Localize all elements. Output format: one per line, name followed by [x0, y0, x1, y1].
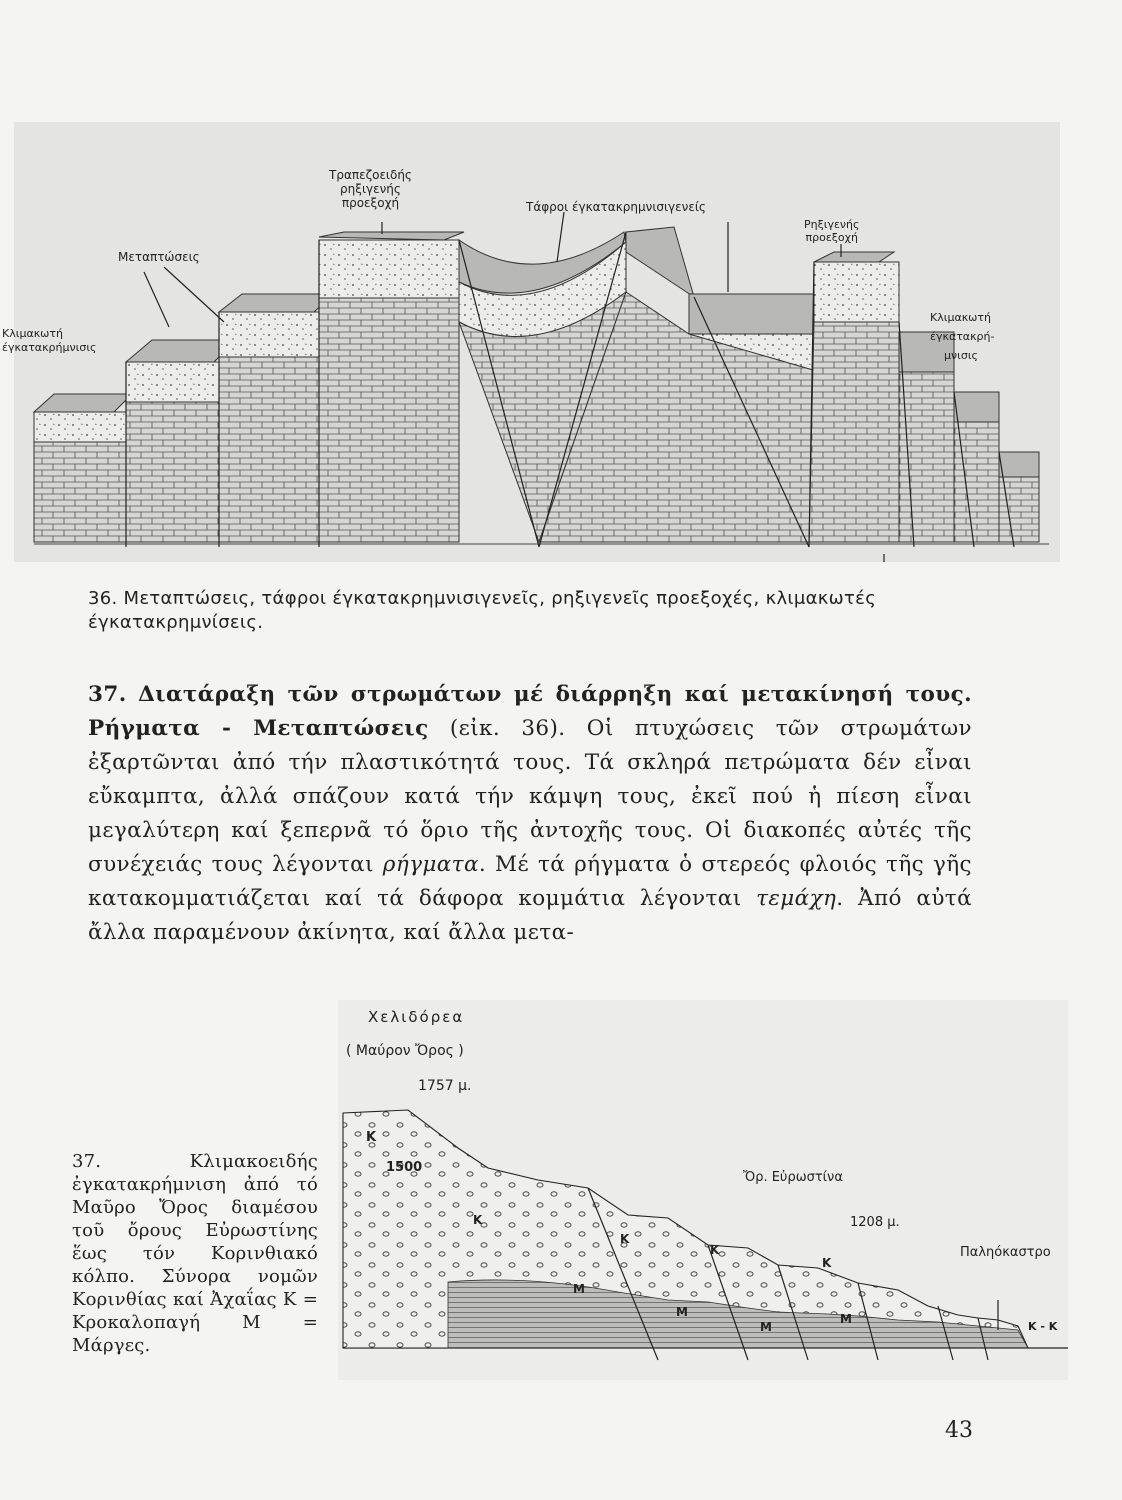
- label-line: έγκατακρή-: [930, 330, 995, 343]
- term-rigmata: ρήγματα: [382, 852, 479, 877]
- label-line: Τραπεζοειδής: [329, 168, 412, 182]
- label-fault-ridge: [804, 218, 860, 244]
- label-line: προεξοχή: [805, 231, 858, 244]
- label-line: Κλιμακωτή: [2, 327, 63, 340]
- label-line: μνισις: [944, 349, 979, 362]
- term-temachi: τεμάχη: [756, 886, 837, 911]
- label-step-left: [2, 327, 97, 355]
- body-text-2: . Μέ τά ρήγματα ὁ στερεός φλοιός τῆς γῆς κατακομματιάζεται καί τά δάφορα κομμάτια λέγονται: [88, 852, 972, 911]
- label-line: προεξοχή: [341, 196, 400, 210]
- page-number: 43: [945, 1418, 973, 1443]
- label-k: Κ: [822, 1256, 832, 1270]
- label-line: έγκατακρήμνισις: [2, 341, 97, 354]
- label-k-k: Κ - Κ: [1028, 1320, 1058, 1333]
- section-number: 37.: [88, 682, 127, 707]
- label-k: Κ: [710, 1243, 720, 1257]
- body-text-3: . Ἀπό αὐτά ἄλλα παραμένουν ἀκίνητα, καί ἄλλα μετα-: [88, 886, 972, 945]
- figure-37-caption: 37. Κλιμακοειδής ἐγκατακρήμνιση ἀπό τό Μαῦρο Ὄρος διαμέσου τοῦ ὄρους Εὐρωστίνης ἕως τόν Κορινθιακό κόλπο. Σύνορα νομῶν Κορινθίας καί Ἀχαΐας Κ = Κροκαλοπαγή Μ = Μάργες.: [72, 1151, 318, 1356]
- label-trapezoid-ridge: [329, 168, 412, 210]
- section-title: Διατάραξη τῶν στρωμάτων μέ διάρρηξη καί μετακίνησή τους.: [138, 682, 972, 707]
- label-line: Ρηξιγενής: [804, 218, 860, 231]
- label-mountain-alt: ( Μαύρον Ὄρος ): [346, 1043, 464, 1059]
- label-mountain: Χελιδόρεα: [368, 1008, 465, 1026]
- label-palaiokastro: Παληόκαστρο: [960, 1245, 1051, 1260]
- body-text-1: (εἰκ. 36). Οἱ πτυχώσεις τῶν στρωμάτων ἐξαρτῶνται ἀπό τήν πλαστικότητά τους. Τά σκληρά πετρώματα δέν εἶναι εὔκαμπτα, ἀλλά σπάζουν κατά τήν κάμψη τους, ἐκεῖ πού ἡ πίεση εἶναι μεγαλύτερη καί ξεπερνᾶ τό ὅριο τῆς ἀντοχῆς τους. Οἱ διακοπές αὐτές τῆς συνέχειάς τους λέγονται: [88, 716, 972, 877]
- label-line: ρηξιγενής: [340, 182, 401, 196]
- trapezoid-horst: [319, 232, 464, 542]
- label-elevation-1757: 1757 μ.: [418, 1078, 472, 1094]
- label-rift-valleys: Τάφροι έγκατακρημνισιγενείς: [526, 200, 706, 214]
- label-k: Κ: [620, 1232, 630, 1246]
- section-subtitle: Ρήγματα - Μεταπτώσεις: [88, 716, 429, 741]
- label-k: Κ: [366, 1130, 377, 1145]
- label-m: Μ: [573, 1282, 585, 1296]
- label-elevation-1500: 1500: [386, 1160, 423, 1175]
- label-elevation-1208: 1208 μ.: [850, 1215, 900, 1230]
- figure-36-caption: 36. Μεταπτώσεις, τάφροι έγκατακρημνισιγενεῖς, ρηξιγενεῖς προεξοχές, κλιμακωτές έγκατακρημνίσεις.: [88, 588, 877, 633]
- label-line: Κλιμακωτή: [930, 311, 991, 324]
- label-evrostina: Ὄρ. Εὐρωστίνα: [743, 1170, 843, 1185]
- label-m: Μ: [676, 1305, 688, 1319]
- label-m: Μ: [840, 1312, 852, 1326]
- label-k: Κ: [473, 1213, 483, 1227]
- label-step-right: [930, 308, 994, 365]
- label-faults: Μεταπτώσεις: [118, 250, 200, 264]
- fault-ridge: [809, 252, 914, 542]
- figure-36: [2, 122, 1060, 562]
- fault-block-diagram: [14, 122, 1060, 562]
- section-37-text: [88, 678, 972, 950]
- label-m: Μ: [760, 1320, 772, 1334]
- figure-37: [338, 1000, 1068, 1380]
